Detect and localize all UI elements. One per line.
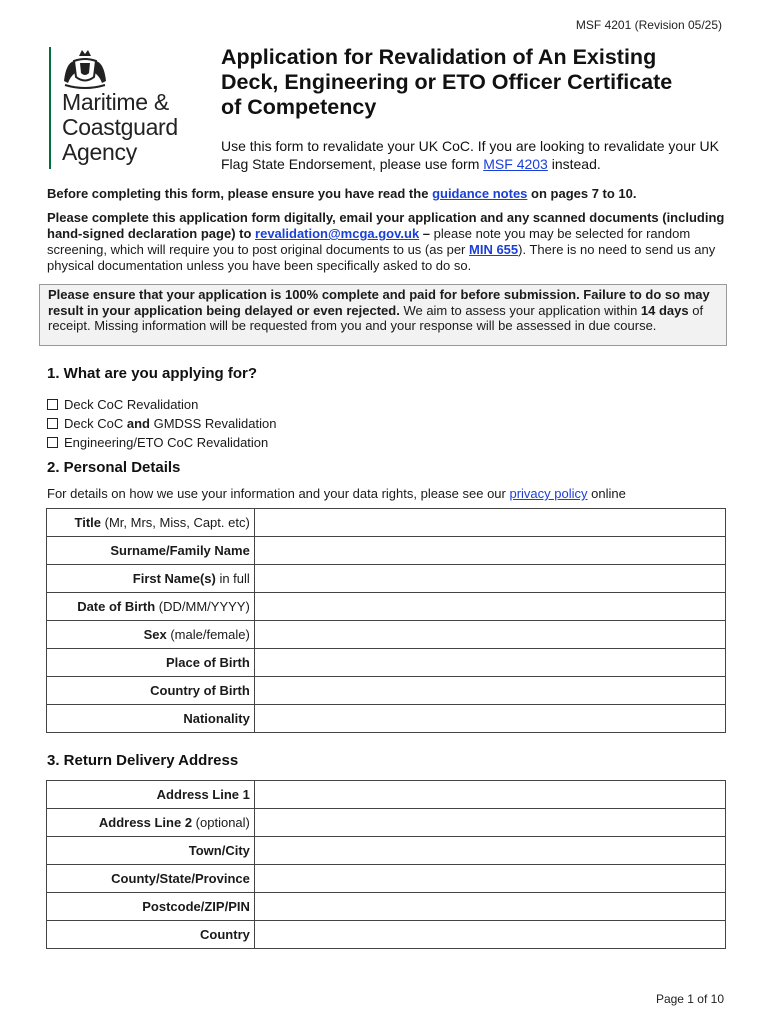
field-label-text: Address Line 1 <box>156 787 250 802</box>
option-deck-coc[interactable] <box>47 395 276 414</box>
field-label <box>47 837 255 865</box>
option-deck-gmdss[interactable] <box>47 414 276 433</box>
guidance-text: on pages 7 to 10. <box>527 186 637 201</box>
field-cell <box>254 865 725 893</box>
table-row <box>47 649 726 677</box>
field-label-text: Town/City <box>188 843 250 858</box>
field-label <box>47 649 255 677</box>
field-cell <box>254 705 725 733</box>
intro-text-part: Use this form to revalidate your UK CoC. If you are looking to revalidate your UK Flag State Endorsement, please use form <box>221 138 719 172</box>
table-row <box>47 509 726 537</box>
checkbox-deck-gmdss[interactable] <box>47 418 58 429</box>
privacy-text: For details on how we use your information and your data rights, please see our <box>47 486 510 501</box>
field-cell <box>254 565 725 593</box>
field-cell <box>254 677 725 705</box>
field-label <box>47 677 255 705</box>
personal-details-table <box>46 508 726 733</box>
field-cell <box>254 809 725 837</box>
nationality-input[interactable] <box>259 707 725 731</box>
field-cell <box>254 621 725 649</box>
table-row <box>47 921 726 949</box>
county-state-input[interactable] <box>259 867 725 891</box>
guidance-paragraph <box>47 186 727 202</box>
table-row <box>47 537 726 565</box>
royal-crest-icon <box>60 47 110 89</box>
field-label-text: Country of Birth <box>150 683 250 698</box>
address-line-2-input[interactable] <box>259 811 725 835</box>
page-number: Page 1 of 10 <box>655 992 724 1006</box>
field-label <box>47 921 255 949</box>
section-2-heading: 2. Personal Details <box>47 459 181 476</box>
notice-text: We aim to assess your application within <box>399 302 641 318</box>
notice-days: 14 days <box>640 302 689 318</box>
agency-name-line: Coastguard <box>62 114 178 140</box>
option-engineering-eto[interactable] <box>47 433 276 452</box>
guidance-notes-link[interactable]: guidance notes <box>432 186 528 201</box>
field-cell <box>254 649 725 677</box>
section-1-heading: 1. What are you applying for? <box>47 365 258 382</box>
field-label-text: Place of Birth <box>166 655 250 670</box>
field-label-text: (optional) <box>192 815 250 830</box>
field-cell <box>254 593 725 621</box>
submission-text: please note you may be selected for random screening, which will require you to post original documents to us (as per <box>47 226 691 257</box>
field-label <box>47 893 255 921</box>
field-cell <box>254 509 725 537</box>
place-of-birth-input[interactable] <box>259 651 725 675</box>
privacy-policy-link[interactable]: privacy policy <box>509 486 588 501</box>
table-row <box>47 705 726 733</box>
table-row <box>47 593 726 621</box>
table-row <box>47 865 726 893</box>
field-label <box>47 509 255 537</box>
surname-input[interactable] <box>259 539 725 563</box>
field-label <box>47 593 255 621</box>
field-label <box>47 809 255 837</box>
submission-bold-text: – <box>419 226 431 241</box>
agency-name-line: Agency <box>62 139 137 165</box>
field-label <box>47 537 255 565</box>
title-line: of Competency <box>221 95 377 119</box>
field-label-text: First Name(s) <box>132 571 216 586</box>
guidance-text: Before completing this form, please ensure you have read the <box>47 186 433 201</box>
submission-bold-text: Please complete this application form digitally, email your application and any scanned documents (including hand-signed declaration page) to <box>47 210 725 241</box>
submission-text: ). There is no need to send us any physical documentation unless you have been specifically asked to do so. <box>47 242 716 273</box>
table-row <box>47 677 726 705</box>
table-row <box>47 893 726 921</box>
option-label-part: Deck CoC <box>64 416 127 431</box>
field-label-text: Surname/Family Name <box>110 543 250 558</box>
field-cell <box>254 837 725 865</box>
table-row <box>47 837 726 865</box>
field-label-text: (male/female) <box>166 627 250 642</box>
field-cell <box>254 537 725 565</box>
field-label-text: Country <box>200 927 250 942</box>
field-label <box>47 865 255 893</box>
checkbox-deck-coc[interactable] <box>47 399 58 410</box>
field-label-text: Title <box>74 515 102 530</box>
intro-text-part: instead. <box>547 156 601 172</box>
field-label-text: Address Line 2 <box>98 815 193 830</box>
field-label-text: in full <box>215 571 250 586</box>
field-label <box>47 565 255 593</box>
page-title <box>221 45 741 120</box>
title-line: Deck, Engineering or ETO Officer Certificate <box>221 70 673 94</box>
date-of-birth-input[interactable] <box>259 595 725 619</box>
agency-name <box>62 90 178 165</box>
option-label <box>64 414 276 433</box>
country-of-birth-input[interactable] <box>259 679 725 703</box>
submission-paragraph <box>47 210 727 274</box>
option-label-part: GMDSS Revalidation <box>149 416 277 431</box>
title-line: Application for Revalidation of An Existing <box>221 45 657 69</box>
min-655-link[interactable]: MIN 655 <box>469 242 519 257</box>
msf-4203-link[interactable]: MSF 4203 <box>483 156 548 172</box>
field-label-text: Sex <box>143 627 167 642</box>
address-line-1-input[interactable] <box>259 783 725 807</box>
field-label <box>47 621 255 649</box>
checkbox-engineering-eto[interactable] <box>47 437 58 448</box>
privacy-paragraph <box>47 486 626 501</box>
agency-name-line: Maritime & <box>62 89 169 115</box>
country-input[interactable] <box>259 923 725 947</box>
notice-bold-text: Please ensure that your application is 100% complete and paid for before submission. Failure to do so may result in your application being delayed or even rejected. <box>48 287 710 318</box>
title-input[interactable] <box>259 511 725 535</box>
field-label <box>47 705 255 733</box>
field-cell <box>254 781 725 809</box>
town-city-input[interactable] <box>259 839 725 863</box>
sex-input[interactable] <box>259 623 725 647</box>
table-row <box>47 781 726 809</box>
field-label-text: (Mr, Mrs, Miss, Capt. etc) <box>101 515 250 530</box>
notice-text: of receipt. Missing information will be requested from you and your response will be assessed in due course. <box>48 302 704 333</box>
option-label: Engineering/ETO CoC Revalidation <box>64 435 269 450</box>
table-row <box>47 809 726 837</box>
field-label-text: Date of Birth <box>77 599 156 614</box>
field-cell <box>254 893 725 921</box>
application-type-options <box>47 395 276 452</box>
field-label-text: (DD/MM/YYYY) <box>155 599 250 614</box>
option-label-and: and <box>126 416 150 431</box>
table-row <box>47 621 726 649</box>
field-label-text: Postcode/ZIP/PIN <box>142 899 250 914</box>
field-cell <box>254 921 725 949</box>
field-label-text: County/State/Province <box>111 871 250 886</box>
privacy-text: online <box>587 486 626 501</box>
intro-text <box>221 137 741 173</box>
field-label <box>47 781 255 809</box>
revalidation-email-link[interactable]: revalidation@mcga.gov.uk <box>255 226 420 241</box>
logo-accent-bar <box>49 47 51 169</box>
table-row <box>47 565 726 593</box>
return-address-table <box>46 780 726 949</box>
field-label-text: Nationality <box>183 711 250 726</box>
first-names-input[interactable] <box>259 567 725 591</box>
option-label: Deck CoC Revalidation <box>64 397 199 412</box>
form-reference: MSF 4201 (Revision 05/25) <box>575 18 722 32</box>
postcode-input[interactable] <box>259 895 725 919</box>
completion-notice-box <box>39 284 727 346</box>
section-3-heading: 3. Return Delivery Address <box>47 752 239 769</box>
